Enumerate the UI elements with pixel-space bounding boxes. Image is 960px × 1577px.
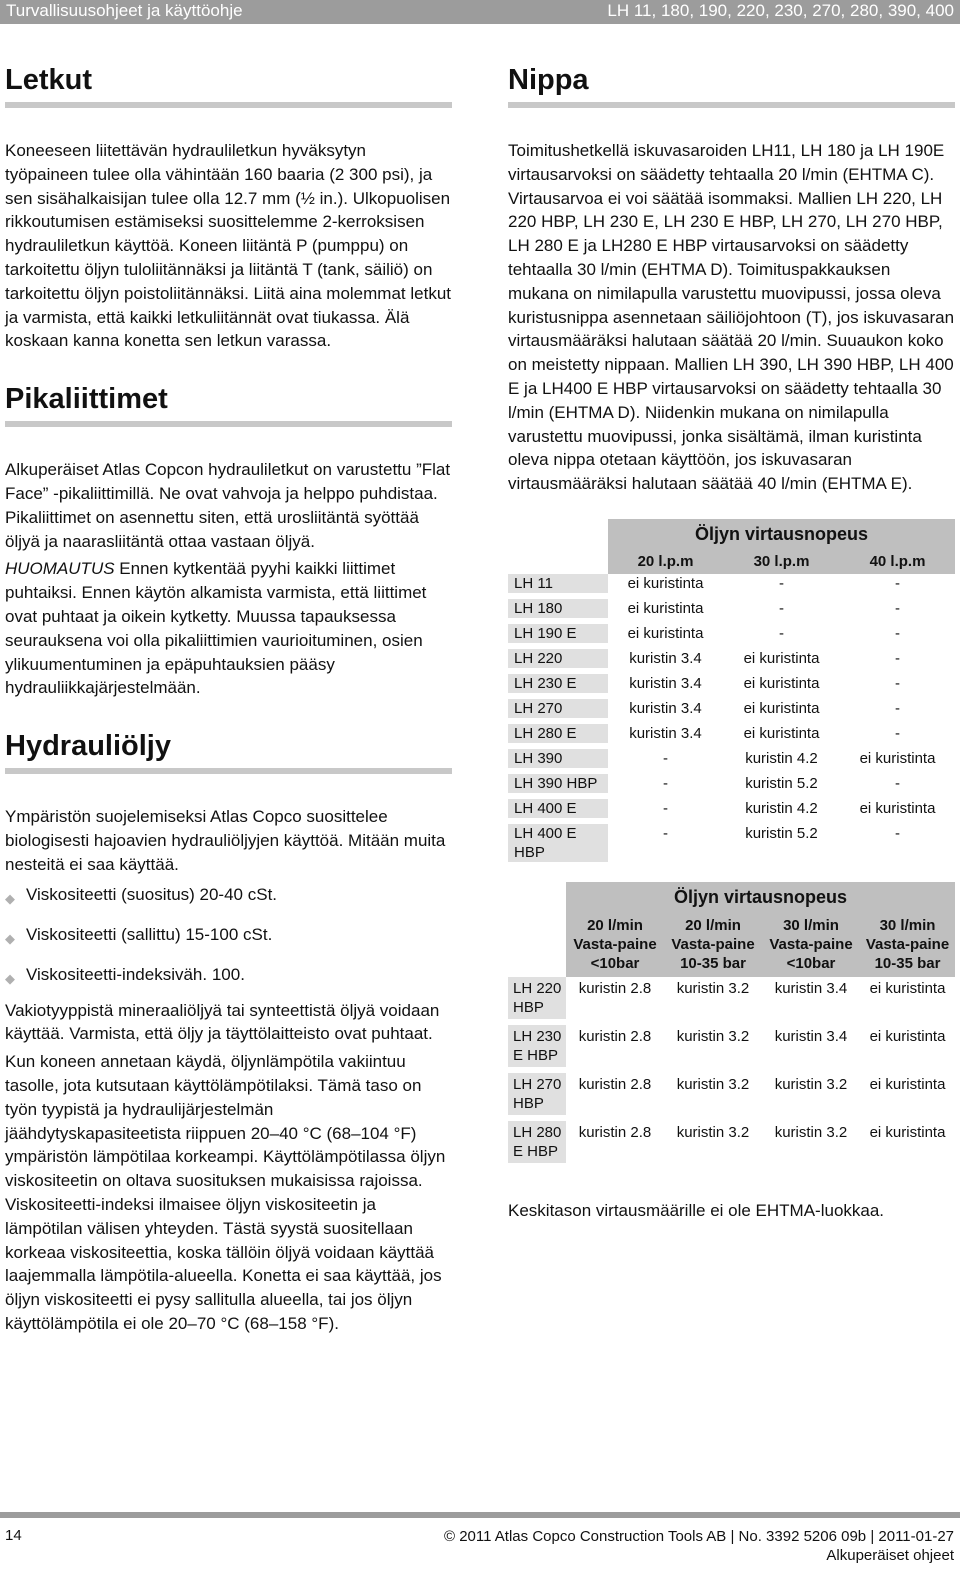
model-cell: LH 390 HBP [508,774,608,799]
table2-header: 20 l/min Vasta-paine 10-35 bar [664,912,762,977]
value-cell: kuristin 3.2 [762,1121,860,1169]
table2-header: 30 l/min Vasta-paine 10-35 bar [860,912,955,977]
table2-body [508,977,955,1169]
table-row [508,674,955,699]
hydrauli-paragraph-1: Ympäristön suojelemiseksi Atlas Copco suosittelee biologisesti hajoavien hydrauliöljyjen käyttöä. Mitään muita nesteitä ei saa käyttää. [5,807,446,874]
value-cell: - [840,699,955,724]
table-row [508,774,955,799]
value-cell: ei kuristinta [860,1073,955,1121]
section-title-nippa: Nippa [508,60,955,108]
value-cell: kuristin 2.8 [566,1121,664,1169]
table-row [508,1121,955,1169]
model-cell: LH 11 [508,574,608,599]
table2-title: Öljyn virtausnopeus [566,882,955,912]
origin-text: Alkuperäiset ohjeet [826,1547,954,1564]
footer-divider [0,1512,960,1518]
value-cell: - [840,649,955,674]
value-cell: kuristin 3.2 [664,1073,762,1121]
value-cell: - [840,724,955,749]
table2-header: 20 l/min Vasta-paine <10bar [566,912,664,977]
value-cell: ei kuristinta [840,799,955,824]
value-cell: kuristin 3.2 [762,1073,860,1121]
table2-header: 30 l/min Vasta-paine <10bar [762,912,860,977]
model-cell: LH 230 E HBP [508,1025,566,1073]
value-cell: ei kuristinta [860,1121,955,1169]
table1-body [508,574,955,868]
value-cell: kuristin 3.4 [608,724,723,749]
table-row [508,649,955,674]
note-text: Ennen kytkentää pyyhi kaikki liittimet puhtaiksi. Ennen käytön alkamista varmista, että liittimet ovat puhtaat ja oikein kytketty. Muussa tapauksessa seurauksena voi olla pikaliittimien vaurioituminen, osien ylikuumentuminen ja epäpuhtauksien pääsy hydrauliikkajärjestelmään. [5,559,427,698]
value-cell: ei kuristinta [723,649,840,674]
model-cell: LH 220 HBP [508,977,566,1025]
left-column [5,60,452,1336]
header-model-list: LH 11, 180, 190, 220, 230, 270, 280, 390, 400 [607,1,954,20]
value-cell: ei kuristinta [860,1025,955,1073]
value-cell: ei kuristinta [723,674,840,699]
table-row [508,699,955,724]
copyright-text: © 2011 Atlas Copco Construction Tools AB | No. 3392 5206 09b | 2011-01-27 [443,1528,954,1545]
table1-header: 40 l.p.m [840,549,955,574]
value-cell: - [608,824,723,868]
list-item: ◆ Viskositeetti (sallittu) 15-100 cSt. [5,923,452,947]
table-row [508,749,955,774]
value-cell: - [840,674,955,699]
value-cell: ei kuristinta [723,724,840,749]
right-column [508,60,955,1223]
value-cell: kuristin 2.8 [566,1073,664,1121]
value-cell: kuristin 2.8 [566,977,664,1025]
value-cell: - [840,599,955,624]
table-row [508,824,955,868]
value-cell: ei kuristinta [840,749,955,774]
list-item: ◆ Viskositeetti (suositus) 20-40 cSt. [5,883,452,907]
table1-title: Öljyn virtausnopeus [608,519,955,549]
table-row [508,624,955,649]
nippa-paragraph: Toimitushetkellä iskuvasaroiden LH11, LH 180 ja LH 190E virtausarvoksi on säädetty tehtaalla 20 l/min (EHTMA C). Virtausarvoa ei voi säätää isommaksi. Mallien LH 220, LH 220 HBP, LH 230 E, LH 230 E HBP, LH 270, LH 270 HBP, LH 280 E ja LH280 E HBP virtausarvoksi on säädetty tehtaalla 30 l/min (EHTMA D). Toimituspakkauksen mukana on nimilapulla varustettu muovipussi, jossa oleva kuristusnippa asennetaan säiliöjohtoon (T), jos iskuvasaran virtausmääräksi halutaan säätää 20 l/min. Suuaukon koko on meistetty nippaan. Mallien LH 390, LH 390 HBP, LH 400 E ja LH400 E HBP virtausarvoksi on säädetty tehtaalla 30 l/min (EHTMA D). Niidenkin mukana on nimilapulla varustettu muovipussi, jonka sisältämä, ilman kuristinta oleva nippa otetaan käyttöön, jos iskuvasaran virtausmääräksi halutaan säätää 40 l/min (EHTMA E). [508,141,955,494]
page-number: 14 [5,1527,22,1544]
table1-header: 20 l.p.m [608,549,723,574]
value-cell: ei kuristinta [608,624,723,649]
note-label: HUOMAUTUS [5,559,115,579]
table-row [508,724,955,749]
section-title-pikaliittimet: Pikaliittimet [5,379,452,427]
model-cell: LH 400 E [508,799,608,824]
value-cell: kuristin 3.4 [608,649,723,674]
value-cell: - [840,574,955,599]
section-title-hydrauliöljy: Hydrauliöljy [5,726,452,774]
value-cell: - [723,599,840,624]
value-cell: - [608,799,723,824]
viscosity-list [5,883,452,987]
list-item: ◆ Viskositeetti-indeksiväh. 100. [5,963,452,987]
model-cell: LH 280 E [508,724,608,749]
value-cell: ei kuristinta [608,599,723,624]
diamond-bullet-icon: ◆ [5,930,15,946]
model-cell: LH 390 [508,749,608,774]
hydrauli-paragraph-3: Kun koneen annetaan käydä, öljynlämpötila vakiintuu tasolle, jota kutsutaan käyttölämpötilaksi. Tämä taso on työn tyypistä ja hydraulijärjestelmän jäähdytyskapasiteetista riippuen 20–40 °C (68–104 °F) ympäristön lämpötilaa korkeampi. Käyttölämpötilassa öljyn viskositeetin on oltava suosituksen mukaisissa rajoissa. Viskositeetti-indeksi ilmaisee öljyn viskositeetin ja lämpötilan välisen yhteyden. Tästä syystä suositellaan korkeaa viskositeettia, koska tällöin öljyä voidaan käyttää laajemmalla lämpötila-alueella. Konetta ei saa käyttää, jos öljyn viskositeetti ei pysy sallitulla alueella, tai jos öljyn käyttölämpötila ei ole 20–70 °C (68–158 °F). [5,1052,446,1333]
hydrauli-paragraph-2: Vakiotyyppistä mineraaliöljyä tai synteettistä öljyä voidaan käyttää. Varmista, että öljy ja täyttölaitteisto ovat puhtaat. [5,1000,440,1044]
value-cell: kuristin 4.2 [723,749,840,774]
value-cell: - [608,774,723,799]
model-cell: LH 400 E HBP [508,824,608,868]
model-cell: LH 190 E [508,624,608,649]
value-cell: ei kuristinta [723,699,840,724]
pikaliittimet-paragraph: Alkuperäiset Atlas Copcon hydrauliletkut on varustettu ”Flat Face” -pikaliittimillä. Ne ovat vahvoja ja helppo puhdistaa. Pikaliittimet on asennettu siten, että urosliitäntä syöttää öljyä ja naarasliitäntä ottaa vastaan öljyä. [5,460,451,551]
table-row [508,1073,955,1121]
value-cell: kuristin 4.2 [723,799,840,824]
value-cell: kuristin 3.4 [762,1025,860,1073]
value-cell: - [723,574,840,599]
section-title-letkut: Letkut [5,60,452,108]
value-cell: - [840,624,955,649]
model-cell: LH 280 E HBP [508,1121,566,1169]
flow-table-2 [508,882,955,1169]
model-cell: LH 270 [508,699,608,724]
table-row [508,799,955,824]
table-row [508,1025,955,1073]
page-header [0,0,960,24]
table-row [508,574,955,599]
diamond-bullet-icon: ◆ [5,970,15,986]
table1-header: 30 l.p.m [723,549,840,574]
header-document-title: Turvallisuusohjeet ja käyttöohje [6,1,243,20]
model-cell: LH 230 E [508,674,608,699]
footer-copyright [444,1527,954,1565]
model-cell: LH 220 [508,649,608,674]
pikaliittimet-note [5,557,452,700]
value-cell: kuristin 3.4 [762,977,860,1025]
table-row [508,977,955,1025]
flow-table-1 [508,519,955,868]
value-cell: kuristin 2.8 [566,1025,664,1073]
value-cell: kuristin 3.2 [664,1121,762,1169]
value-cell: kuristin 5.2 [723,824,840,868]
value-cell: - [840,824,955,868]
table-row [508,599,955,624]
value-cell: kuristin 3.4 [608,674,723,699]
value-cell: ei kuristinta [608,574,723,599]
value-cell: kuristin 3.4 [608,699,723,724]
model-cell: LH 270 HBP [508,1073,566,1121]
model-cell: LH 180 [508,599,608,624]
value-cell: kuristin 3.2 [664,977,762,1025]
value-cell: - [608,749,723,774]
letkut-paragraph: Koneeseen liitettävän hydrauliletkun hyväksytyn työpaineen tulee olla vähintään 160 baaria (2 300 psi), ja sen sisähalkaisijan tulee olla 12.7 mm (½ in.). Ulkopuolisen rikkoutumisen estämiseksi suosittelemme 2-kerroksisen hydrauliletkun käyttöä. Koneen liitäntä P (pumppu) on tarkoitettu öljyn tuloliitännäksi ja liitäntä T (tank, säiliö) on tarkoitettu öljyn poistoliitännäksi. Liitä aina molemmat letkut ja varmista, että kaikki letkuliitännät ovat tiukassa. Älä koskaan kanna konetta sen letkun varassa. [5,141,451,351]
diamond-bullet-icon: ◆ [5,890,15,906]
value-cell: kuristin 5.2 [723,774,840,799]
ehtma-note: Keskitason virtausmäärille ei ole EHTMA-luokkaa. [508,1200,885,1220]
value-cell: - [840,774,955,799]
value-cell: ei kuristinta [860,977,955,1025]
value-cell: kuristin 3.2 [664,1025,762,1073]
value-cell: - [723,624,840,649]
